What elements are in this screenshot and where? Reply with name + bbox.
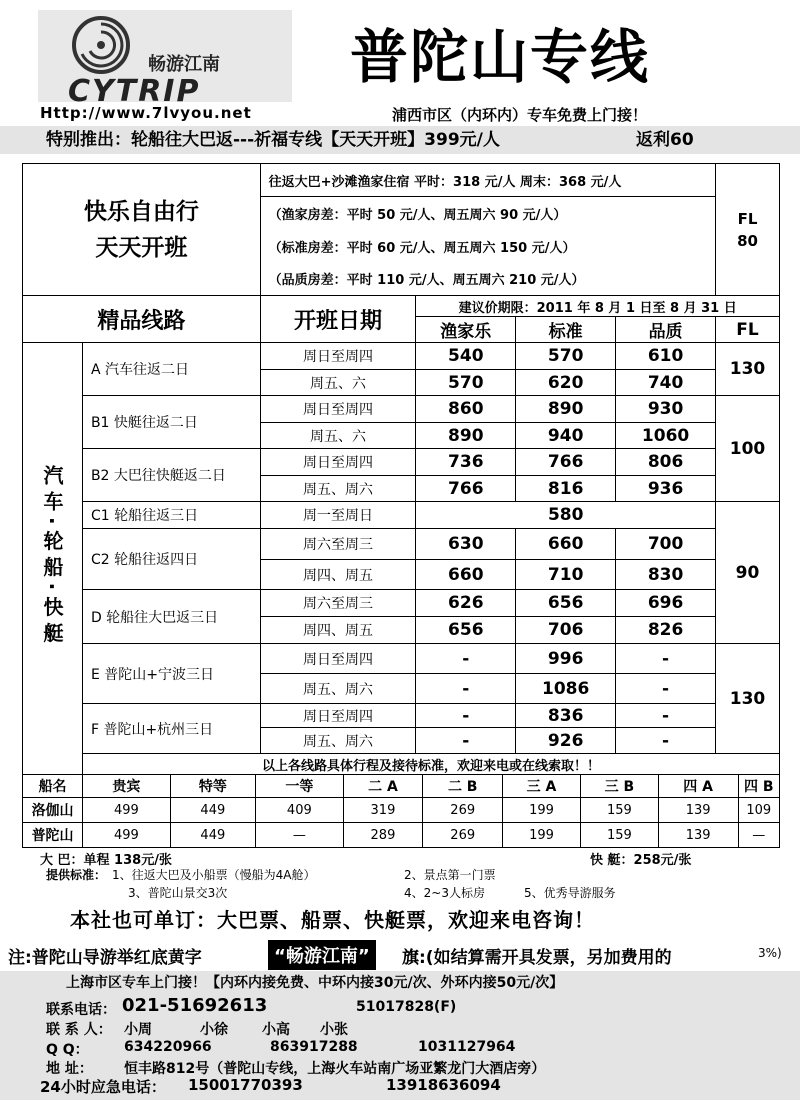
route-date: 周一至周日 <box>260 502 416 529</box>
fare-header-cell: 船名 <box>23 775 83 798</box>
emergency-phone[interactable]: 13918636094 <box>386 1076 501 1094</box>
price-cell: 696 <box>616 590 716 617</box>
page-title: 普陀山专线 <box>350 23 651 91</box>
logo-english-name: CYTRIP <box>68 74 201 109</box>
price-cell: 890 <box>416 423 516 449</box>
route-name: A 汽车往返二日 <box>82 343 260 396</box>
price-cell: 660 <box>416 560 516 590</box>
fare-cell: 269 <box>423 798 503 823</box>
route-date: 周五、周六 <box>260 674 416 704</box>
pickup-bar <box>0 971 800 995</box>
website-url[interactable]: Http://www.7lvyou.net <box>40 104 252 122</box>
price-cell: 626 <box>416 590 516 617</box>
fl-cell: 90 <box>716 502 780 644</box>
price-cell: 570 <box>416 370 516 396</box>
price-cell: 830 <box>616 560 716 590</box>
price-cell: 706 <box>516 617 616 644</box>
speedboat-ticket-price: 快 艇：258元/张 <box>590 853 692 868</box>
col-standard: 标准 <box>516 317 616 343</box>
fare-header-cell: 三 B <box>580 775 658 798</box>
price-cell: - <box>616 674 716 704</box>
free-trip-title <box>23 164 261 296</box>
bus-ticket-price: 大 巴：单程 138元/张 <box>40 853 172 868</box>
qq-number[interactable]: 1031127964 <box>418 1039 516 1055</box>
price-cell: - <box>416 674 516 704</box>
fl-cell: 130 <box>716 343 780 396</box>
route-header: 精品线路 <box>23 296 261 343</box>
route-date: 周四、周五 <box>260 617 416 644</box>
fl-cell: 130 <box>716 644 780 754</box>
qq-number[interactable]: 634220966 <box>124 1039 212 1055</box>
price-cell: 630 <box>416 529 516 560</box>
free-trip-line3: （标准房差：平时 60 元/人、周五周六 150 元/人） <box>260 230 715 263</box>
contact-section <box>0 995 800 1100</box>
fl-cell: 100 <box>716 396 780 502</box>
price-cell: 540 <box>416 343 516 370</box>
price-cell: 1086 <box>516 674 616 704</box>
route-name: C1 轮船往返三日 <box>82 502 260 529</box>
route-name: C2 轮船往返四日 <box>82 529 260 590</box>
single-ticket-notice: 本社也可单订：大巴票、船票、快艇票，欢迎来电咨询！ <box>70 908 595 932</box>
price-cell: 766 <box>516 449 616 476</box>
free-trip-fl-value: 80 <box>737 231 758 250</box>
price-cell: 620 <box>516 370 616 396</box>
route-date: 周六至周三 <box>260 529 416 560</box>
special-offer-bar <box>0 126 800 154</box>
fare-cell: 409 <box>256 798 343 823</box>
price-cell: 710 <box>516 560 616 590</box>
free-trip-line1: 往返大巴+沙滩渔家住宿 平时：318 元/人 周末：368 元/人 <box>260 164 715 197</box>
contact-person: 小高 <box>262 1022 290 1038</box>
free-trip-fl <box>716 164 780 296</box>
free-trip-line4: （品质房差：平时 110 元/人、周五周六 210 元/人） <box>260 263 715 296</box>
guide-notice-pct: 3%) <box>758 946 782 960</box>
service-item: 4、2~3人标房 <box>404 886 485 900</box>
ship-name-cell: 普陀山 <box>23 823 83 848</box>
price-cell: 580 <box>416 502 716 529</box>
fare-cell: 159 <box>580 823 658 848</box>
phone-number[interactable]: 021-51692613 <box>122 995 268 1016</box>
fare-cell: — <box>738 823 779 848</box>
swirl-logo-icon <box>70 14 132 76</box>
free-trip-title-line2: 天天开班 <box>95 234 188 261</box>
fare-cell: 139 <box>658 798 738 823</box>
price-cell: 656 <box>516 590 616 617</box>
service-item: 3、普陀山景交3次 <box>128 886 228 900</box>
phone-label: 联系电话： <box>46 1002 116 1018</box>
service-item: 1、往返大巴及小船票（慢船为4A舱） <box>112 868 316 882</box>
price-cell: 836 <box>516 704 616 728</box>
guide-flag-name: “畅游江南” <box>268 940 376 970</box>
route-date: 周五、六 <box>260 423 416 449</box>
route-date: 周日至周四 <box>260 343 416 370</box>
special-rebate: 返利60 <box>636 130 694 150</box>
category-cell <box>23 343 83 775</box>
route-date: 周五、六 <box>260 370 416 396</box>
price-cell: 700 <box>616 529 716 560</box>
guide-notice-post: 旗:(如结算需开具发票，另加费用的 <box>402 948 672 968</box>
free-trip-title-line1: 快乐自由行 <box>83 198 199 225</box>
category-label: 汽车·轮船·快艇 <box>39 464 64 649</box>
guide-notice-pre: 注:普陀山导游举红底黄字 <box>8 948 202 968</box>
address: 恒丰路812号（普陀山专线，上海火车站南广场亚繁龙门大酒店旁） <box>124 1061 546 1077</box>
fare-cell: 269 <box>423 823 503 848</box>
route-date: 周日至周四 <box>260 449 416 476</box>
fare-cell: 159 <box>580 798 658 823</box>
qq-number[interactable]: 863917288 <box>270 1039 358 1055</box>
routes-table <box>22 163 780 775</box>
price-cell: 996 <box>516 644 616 674</box>
route-name: E 普陀山+宁波三日 <box>82 644 260 704</box>
col-fl: FL <box>716 317 780 343</box>
price-cell: - <box>416 728 516 754</box>
fare-cell: 449 <box>170 823 256 848</box>
fare-cell: 319 <box>343 798 423 823</box>
special-offer-text: 特别推出：轮船往大巴返---祈福专线【天天开班】399元/人 <box>46 130 500 150</box>
price-cell: - <box>616 704 716 728</box>
free-trip-line2: （渔家房差：平时 50 元/人、周五周六 90 元/人） <box>260 197 715 230</box>
price-cell: - <box>616 728 716 754</box>
price-cell: 660 <box>516 529 616 560</box>
fare-header-cell: 一等 <box>256 775 343 798</box>
fare-header-cell: 四 A <box>658 775 738 798</box>
fare-cell: 139 <box>658 823 738 848</box>
route-name: B2 大巴往快艇返二日 <box>82 449 260 502</box>
fare-header-cell: 特等 <box>170 775 256 798</box>
logo-chinese-name: 畅游江南 <box>148 54 220 75</box>
fare-header-cell: 四 B <box>738 775 779 798</box>
price-cell: 736 <box>416 449 516 476</box>
qq-label: Q Q： <box>46 1042 89 1058</box>
route-date: 周六至周三 <box>260 590 416 617</box>
service-label: 提供标准： <box>46 868 107 882</box>
ship-name-cell: 洛伽山 <box>23 798 83 823</box>
price-cell: 610 <box>616 343 716 370</box>
price-cell: 940 <box>516 423 616 449</box>
route-name: B1 快艇往返二日 <box>82 396 260 449</box>
price-cell: 930 <box>616 396 716 423</box>
guide-flag-notice <box>0 940 800 970</box>
price-cell: 816 <box>516 476 616 502</box>
price-cell: - <box>616 644 716 674</box>
contact-person: 小周 <box>124 1022 152 1038</box>
service-item: 5、优秀导游服务 <box>524 886 616 900</box>
free-trip-fl-label: FL <box>737 209 758 228</box>
emergency-label: 24小时应急电话： <box>40 1078 166 1096</box>
fare-header-cell: 三 A <box>503 775 581 798</box>
price-cell: 926 <box>516 728 616 754</box>
price-cell: 936 <box>616 476 716 502</box>
contact-person: 小徐 <box>200 1022 228 1038</box>
contact-person-label: 联 系 人： <box>46 1022 112 1038</box>
fax-number[interactable]: 51017828(F) <box>356 999 457 1015</box>
service-item: 2、景点第一门票 <box>404 868 496 882</box>
price-cell: 740 <box>616 370 716 396</box>
price-cell: 570 <box>516 343 616 370</box>
page-subtitle: 浦西市区（内环内）专车免费上门接！ <box>392 106 648 124</box>
price-cell: 826 <box>616 617 716 644</box>
route-date: 周日至周四 <box>260 396 416 423</box>
route-date: 周五、周六 <box>260 728 416 754</box>
route-date: 周五、周六 <box>260 476 416 502</box>
route-date: 周日至周四 <box>260 704 416 728</box>
price-cell: 656 <box>416 617 516 644</box>
price-cell: 766 <box>416 476 516 502</box>
fare-cell: — <box>256 823 343 848</box>
route-date: 周四、周五 <box>260 560 416 590</box>
address-label: 地 址： <box>46 1061 93 1077</box>
route-name: F 普陀山+杭州三日 <box>82 704 260 754</box>
fare-cell: 109 <box>738 798 779 823</box>
price-cell: 890 <box>516 396 616 423</box>
contact-person: 小张 <box>320 1022 348 1038</box>
fare-cell: 199 <box>503 798 581 823</box>
emergency-phone[interactable]: 15001770393 <box>188 1076 303 1094</box>
price-cell: 1060 <box>616 423 716 449</box>
ship-fare-table <box>22 774 780 848</box>
price-cell: 860 <box>416 396 516 423</box>
col-fisher: 渔家乐 <box>416 317 516 343</box>
price-cell: 806 <box>616 449 716 476</box>
fare-cell: 449 <box>170 798 256 823</box>
fare-cell: 289 <box>343 823 423 848</box>
route-date: 周日至周四 <box>260 644 416 674</box>
fare-cell: 199 <box>503 823 581 848</box>
date-header: 开班日期 <box>260 296 416 343</box>
fare-header-cell: 贵宾 <box>83 775 170 798</box>
routes-note: 以上各线路具体行程及接待标准，欢迎来电或在线索取！！ <box>82 754 779 775</box>
pickup-text: 上海市区专车上门接！【内环内接免费、中环内接30元/次、外环内接50元/次】 <box>66 975 564 991</box>
price-cell: - <box>416 704 516 728</box>
fare-header-cell: 二 B <box>423 775 503 798</box>
fare-cell: 499 <box>83 823 170 848</box>
price-period: 建议价期限：2011 年 8 月 1 日至 8 月 31 日 <box>416 296 780 317</box>
route-name: D 轮船往大巴返三日 <box>82 590 260 644</box>
price-cell: - <box>416 644 516 674</box>
col-quality: 品质 <box>616 317 716 343</box>
fare-header-cell: 二 A <box>343 775 423 798</box>
fare-cell: 499 <box>83 798 170 823</box>
